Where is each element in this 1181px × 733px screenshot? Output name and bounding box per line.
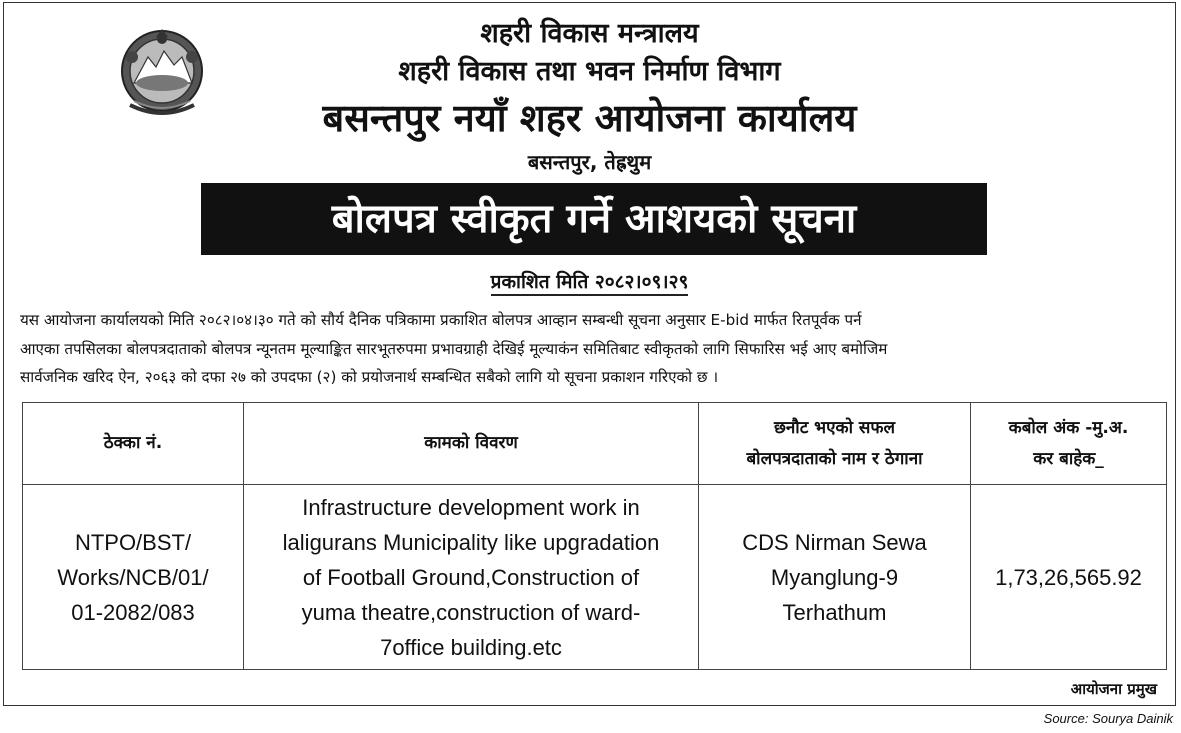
notice-body [20, 306, 1172, 392]
header-description: कामको विवरण [244, 403, 699, 485]
contract-no-line: Works/NCB/01/ [57, 564, 209, 590]
office-address: बसन्तपुर, तेह्रथुम [527, 150, 652, 174]
description-line: Infrastructure development work in [302, 494, 640, 520]
signoff: आयोजना प्रमुख [1070, 680, 1157, 698]
published-date [4, 268, 1175, 294]
header-amount-line: कबोल अंक -मु.अ. [1008, 417, 1129, 438]
source-credit: Source: Sourya Dainik [1043, 711, 1173, 726]
cell-description [244, 485, 699, 670]
department-name: शहरी विकास तथा भवन निर्माण विभाग [398, 56, 781, 87]
header-amount-line: कर बाहेक_ [1033, 448, 1104, 469]
cell-bidder [699, 485, 971, 670]
description-line: of Football Ground,Construction of [302, 564, 640, 590]
bidder-line: Myanglung-9 [770, 564, 899, 590]
bidder-line: CDS Nirman Sewa [742, 529, 927, 555]
notice-title: बोलपत्र स्वीकृत गर्ने आशयको सूचना [201, 183, 987, 255]
cell-contract-no [23, 485, 244, 670]
notice-frame [3, 2, 1176, 706]
table-row [23, 485, 1167, 670]
ministry-name: शहरी विकास मन्त्रालय [480, 18, 699, 49]
bidder-line: Terhathum [782, 599, 887, 625]
description-line: 7office building.etc [380, 634, 562, 660]
header-contract-no: ठेक्का नं. [23, 403, 244, 485]
contract-no-line: 01-2082/083 [71, 599, 195, 625]
description-line: yuma theatre,construction of ward- [301, 599, 641, 625]
body-line: यस आयोजना कार्यालयको मिति २०८२।०४।३० गते को सौर्य दैनिक पत्रिकामा प्रकाशित बोलपत्र आव्हान सम्बन्धी सूचना अनुसार E-bid मार्फत रितपूर्वक पर्न [20, 311, 862, 329]
contract-no-line: NTPO/BST/ [74, 529, 192, 555]
table-header-row [23, 403, 1167, 485]
body-line: आएका तपसिलका बोलपत्रदाताको बोलपत्र न्यूनतम मूल्याङ्कित सारभूतरुपमा प्रभावग्राही देखिई मूल्याकंन समितिबाट स्वीकृतको लागि सिफारिस भई आए बमोजिम [20, 339, 888, 358]
description-line: laligurans Municipality like upgradation [282, 529, 660, 555]
header-bidder [699, 403, 971, 485]
published-date-text: प्रकाशित मिति २०८२।०९।२९ [491, 271, 689, 296]
header-amount [971, 403, 1167, 485]
cell-amount: 1,73,26,565.92 [971, 485, 1167, 670]
body-line: सार्वजनिक खरिद ऐन, २०६३ को दफा २७ को उपदफा (२) को प्रयोजनार्थ सम्बन्धित सबैको लागि यो सूचना प्रकाशन गरिएको छ । [20, 368, 719, 386]
office-name: बसन्तपुर नयाँ शहर आयोजना कार्यालय [322, 96, 857, 140]
header-bidder-line: बोलपत्रदाताको नाम र ठेगाना [746, 448, 923, 469]
tender-table [22, 402, 1167, 670]
header-bidder-line: छनौट भएको सफल [773, 417, 896, 438]
